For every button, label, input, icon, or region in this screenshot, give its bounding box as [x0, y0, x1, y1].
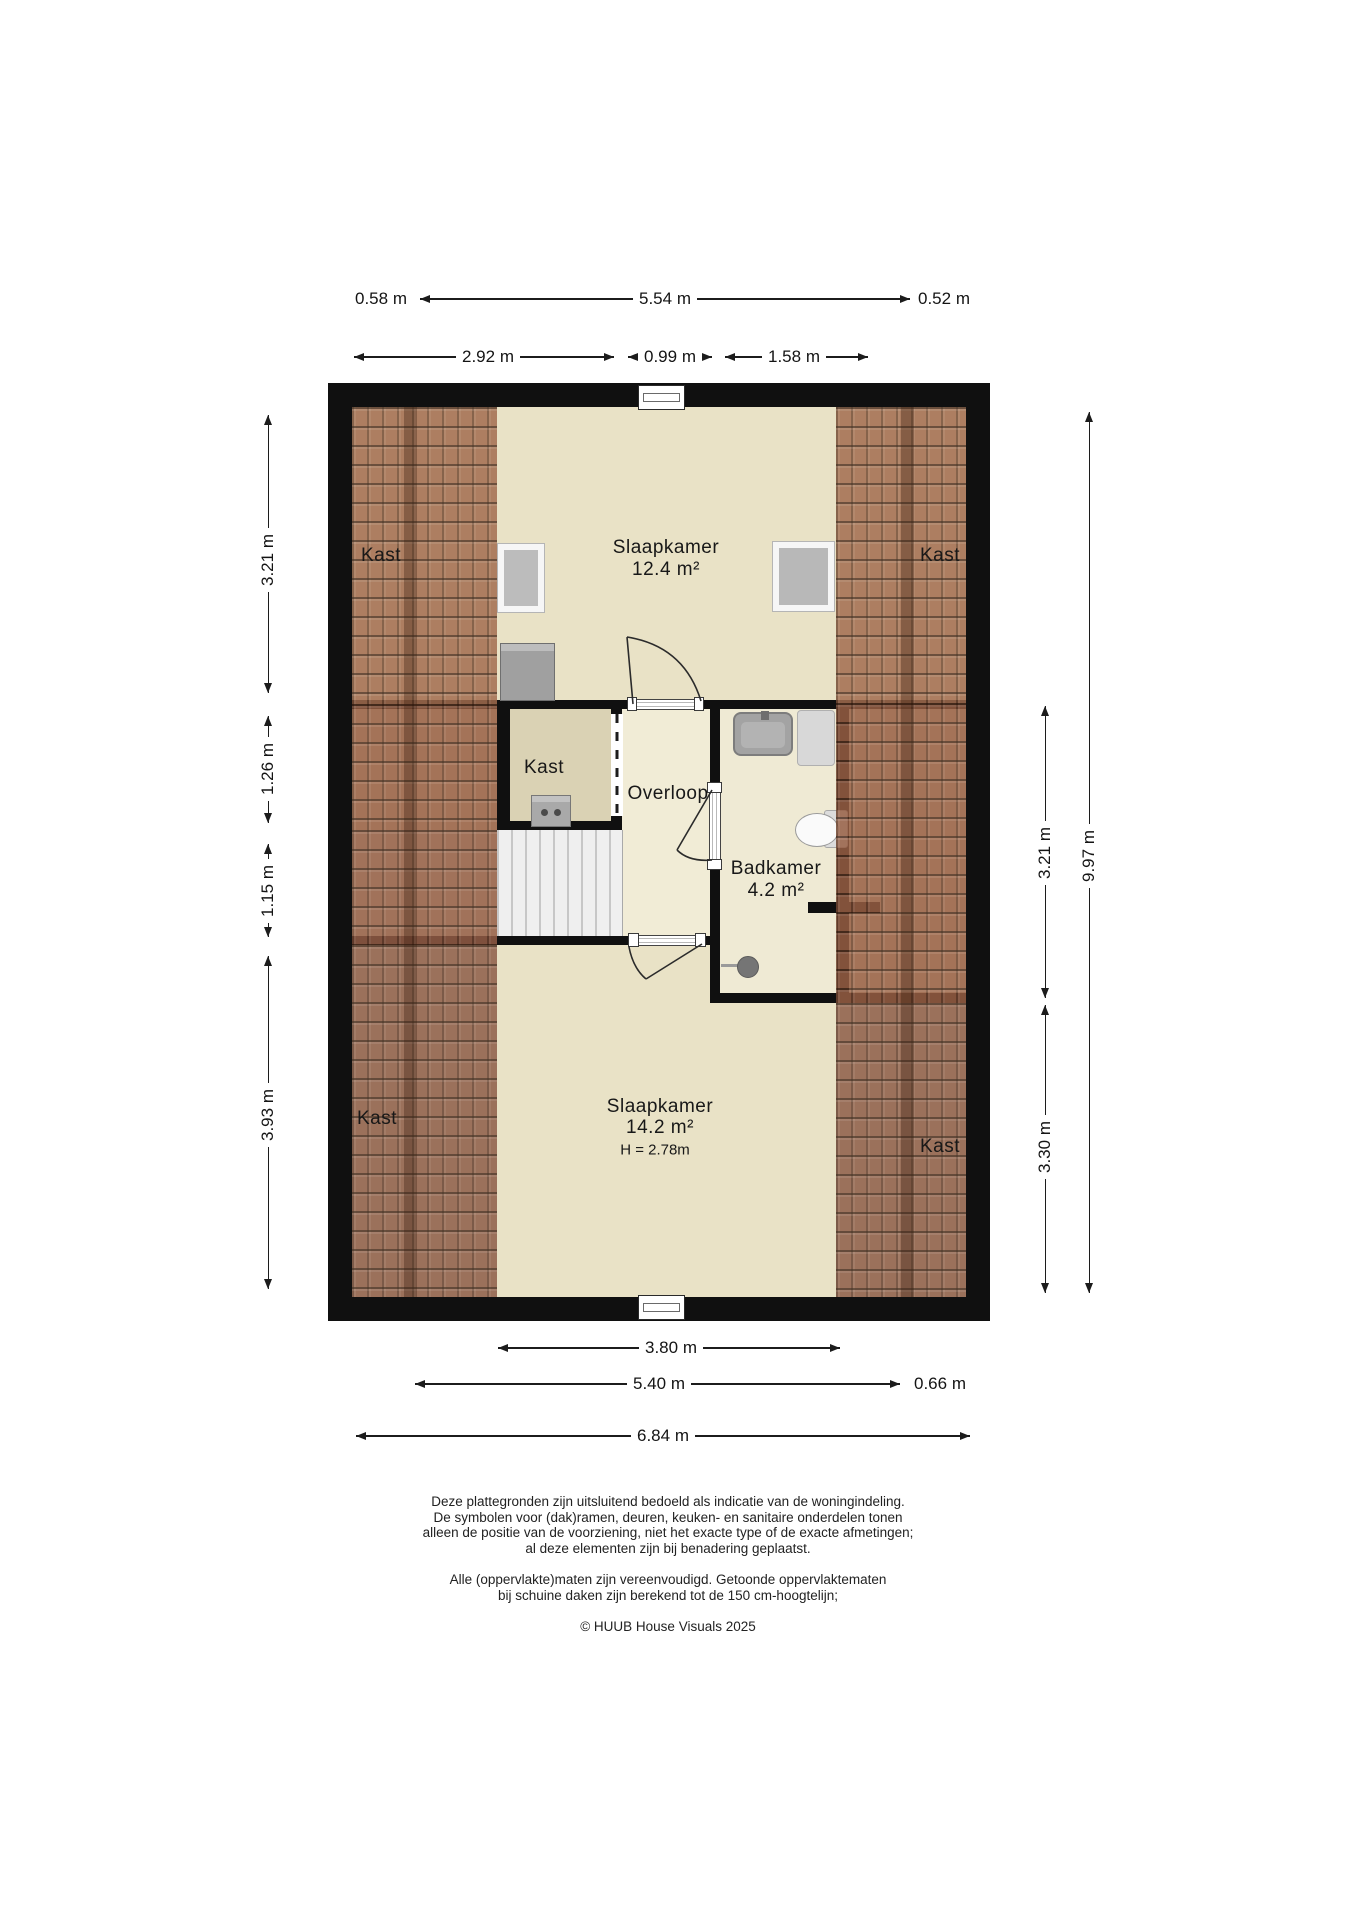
room-label-closet-top-right: Kast	[919, 545, 961, 566]
room-label-bathroom: Badkamer	[730, 858, 822, 879]
room-label-closet-bottom-right: Kast	[919, 1136, 961, 1157]
arrow-up-icon	[1085, 412, 1093, 422]
dim-bottom-b: 5.40 m	[627, 1374, 691, 1394]
dim-bottom-a: 3.80 m	[639, 1338, 703, 1358]
round-radiator	[737, 956, 759, 978]
dim-left-b: 1.26 m	[258, 737, 278, 801]
sink-basin	[741, 722, 785, 748]
roof-tiles-left-mid	[352, 704, 497, 830]
dim-top2-b: 0.99 m	[638, 347, 702, 367]
arrow-up-icon	[264, 716, 272, 726]
dim-left-a: 3.21 m	[258, 528, 278, 592]
outer-wall-left	[328, 383, 352, 1321]
wall-closet-stub-top	[611, 700, 622, 714]
faucet-icon	[761, 711, 769, 720]
arrow-down-icon	[1041, 988, 1049, 998]
room-label-closet-top-left: Kast	[360, 545, 402, 566]
boiler-unit	[531, 795, 571, 827]
dim-top-side-right: 0.52 m	[918, 289, 970, 308]
dim-top-side-left: 0.58 m	[355, 289, 407, 308]
arrow-left-icon	[356, 1432, 366, 1440]
door-bedroom-bottom	[637, 935, 698, 946]
arrow-right-icon	[900, 295, 910, 303]
arrow-up-icon	[264, 844, 272, 854]
dim-top2-a: 2.92 m	[456, 347, 520, 367]
arrow-left-icon	[628, 353, 638, 361]
room-area-bathroom: 4.2 m²	[747, 880, 805, 901]
disclaimer-line: bij schuine daken zijn berekend tot de 150 cm-hoogtelijn;	[498, 1587, 838, 1603]
dim-right-b: 3.30 m	[1035, 1115, 1055, 1179]
arrow-up-icon	[1041, 1005, 1049, 1015]
toilet-bowl	[795, 813, 839, 847]
arrow-left-icon	[415, 1380, 425, 1388]
dim-right-total: 9.97 m	[1079, 824, 1099, 888]
dim-top-main: 5.54 m	[633, 289, 697, 309]
window-top-glass	[643, 393, 680, 402]
door-jamb	[707, 859, 722, 870]
arrow-right-icon	[890, 1380, 900, 1388]
outer-wall-right	[966, 383, 990, 1321]
room-height-bedroom-bottom: H = 2.78m	[620, 1141, 690, 1159]
copyright-line: © HUUB House Visuals 2025	[580, 1619, 756, 1634]
boiler-top	[532, 796, 570, 802]
door-bedroom-top	[633, 699, 697, 710]
boiler-knob	[554, 809, 561, 816]
door-jamb	[695, 933, 706, 947]
arrow-left-icon	[420, 295, 430, 303]
sink	[733, 712, 793, 756]
arrow-down-icon	[264, 1279, 272, 1289]
dim-right-a: 3.21 m	[1035, 821, 1055, 885]
roof-window-glass	[779, 548, 828, 605]
arrow-down-icon	[1085, 1283, 1093, 1293]
arrow-down-icon	[1041, 1283, 1049, 1293]
disclaimer-line: Alle (oppervlakte)maten zijn vereenvoudigd. Getoonde oppervlaktematen	[449, 1572, 887, 1587]
roof-tiles-left-stairs	[352, 830, 497, 945]
door-jamb	[628, 933, 639, 947]
window-bottom-glass	[643, 1303, 680, 1312]
arrow-right-icon	[702, 353, 712, 361]
door-bathroom	[709, 792, 721, 860]
roof-seam-right	[901, 407, 914, 1297]
disclaimer-line: al deze elementen zijn bij benadering geplaatst.	[525, 1540, 811, 1556]
dresser	[500, 643, 555, 701]
disclaimer-block-2	[0, 1572, 1336, 1603]
arrow-down-icon	[264, 683, 272, 693]
floor-landing	[622, 709, 710, 936]
wall-closet-left	[497, 700, 510, 830]
closet-sliding-door	[611, 714, 623, 816]
dim-left-c: 1.15 m	[258, 859, 278, 923]
arrow-left-icon	[354, 353, 364, 361]
arrow-up-icon	[1041, 706, 1049, 716]
roof-seam-left	[404, 407, 417, 1297]
room-label-bedroom-bottom: Slaapkamer	[606, 1096, 714, 1117]
wall-bath-left-lower	[710, 861, 720, 1003]
door-jamb	[694, 697, 704, 711]
bath-cabinet	[797, 710, 835, 766]
room-area-bedroom-bottom: 14.2 m²	[626, 1117, 694, 1138]
footer-disclaimer	[0, 1494, 1336, 1635]
door-jamb	[707, 782, 722, 793]
arrow-right-icon	[960, 1432, 970, 1440]
wall-closet-stub-bottom	[611, 816, 622, 830]
disclaimer-line: De symbolen voor (dak)ramen, deuren, keuken- en sanitaire onderdelen tonen	[433, 1509, 903, 1525]
roof-window-glass	[504, 550, 538, 606]
arrow-down-icon	[264, 927, 272, 937]
room-area-bedroom-top: 12.4 m²	[632, 559, 700, 580]
dresser-top	[501, 644, 554, 651]
room-label-bedroom-top: Slaapkamer	[612, 537, 720, 558]
dim-top2-c: 1.58 m	[762, 347, 826, 367]
room-label-closet-mid: Kast	[523, 757, 565, 778]
dim-left-d: 3.93 m	[258, 1083, 278, 1147]
wall-bath-left-upper	[710, 700, 720, 790]
roof-window-top-right	[772, 541, 835, 612]
room-label-closet-bottom-left: Kast	[356, 1108, 398, 1129]
arrow-up-icon	[264, 956, 272, 966]
disclaimer-line: alleen de positie van de voorziening, niet het exacte type of de exacte afmetingen;	[422, 1525, 914, 1540]
roof-window-top-left	[497, 543, 545, 613]
dim-bottom-b-side: 0.66 m	[914, 1374, 966, 1393]
disclaimer-block-1	[0, 1494, 1336, 1556]
arrow-right-icon	[830, 1344, 840, 1352]
arrow-left-icon	[725, 353, 735, 361]
door-jamb	[627, 697, 637, 711]
boiler-knob	[541, 809, 548, 816]
dim-bottom-total: 6.84 m	[631, 1426, 695, 1446]
arrow-right-icon	[858, 353, 868, 361]
disclaimer-line: Deze plattegronden zijn uitsluitend bedoeld als indicatie van de woningindeling.	[431, 1494, 905, 1509]
arrow-right-icon	[604, 353, 614, 361]
arrow-left-icon	[498, 1344, 508, 1352]
arrow-up-icon	[264, 415, 272, 425]
stairs	[497, 830, 623, 936]
room-label-landing: Overloop	[627, 783, 709, 804]
arrow-down-icon	[264, 813, 272, 823]
